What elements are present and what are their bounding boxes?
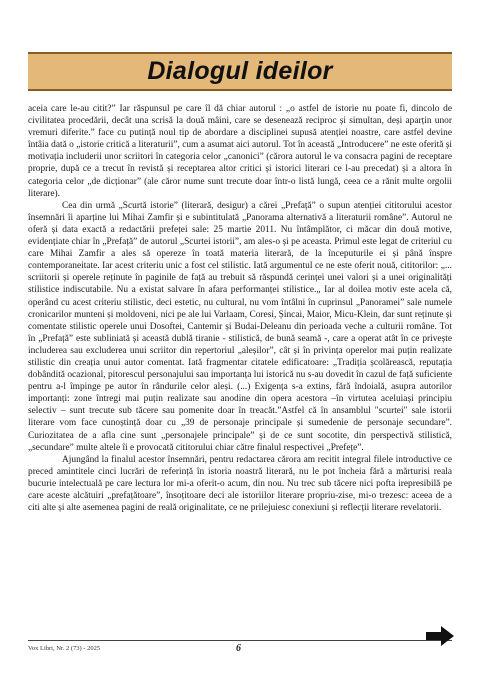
paragraph: Cea din urmă „Scurtă istorie” (literară, desigur) a cărei „Prefață” o supun atenției cititorului acestor însemnări îi aparține lui Mihai Zamfir și e subintitulată „Panorama alternativă a literaturii române”. Autorul ne oferă și data exactă a redactării prefeței sale: 25 martie 2011. Nu întâmplător, ci măcar din două motive, evidențiate chiar în „Prefață” de autorul „Scurtei istorii”, am ales-o și pe aceasta. Primul este legat de criteriul cu care Mihai Zamfir a ales să opereze în toată materia literară, de la începuturile ei și până înspre contemporaneitate. Iar acest criteriu unic a fost cel stilistic. Iată argumentul ce ne este oferit nouă, cititorilor: „... scriitorii și operele reținute în paginile de față au trebuit să răspundă cerinței unei valori și a unei originalități stilistice indiscutabile. Nu a existat salvare în afara performanței stilistice.„ Iar al doilea motiv este acela că, operând cu acest criteriu stilistic, deci estetic, nu cultural, nu vom întâlni în cuprinsul „Panoramei” sale numele cronicarilor munteni și moldoveni, nici pe ale lui Varlaam, Coresi, Șincai, Maior, Micu-Klein, dar sunt reținute și comentate stilistic operele unui Dosoftei, Cantemir și Budai-Deleanu din perioada veche a culturii române. Tot în „Prefață” este subliniată și această dublă tiranie - stilistică, de bună seamă -, care a operat atât în ce privește includerea sau excluderea unui scriitor din repertoriul „aleșilor”, cât și în privința operelor mai puțin realizate stilistic din creația unui autor comentat. Iată fragmentar citatele edificatoare: „Tradiția școlărească, reputația dobândită ocazional, pitorescul personajului sau importanța lui istorică nu s-au dovedit în cazul de față suficiente pentru a-l împinge pe autor în rândurile celor aleși. (...) Exigența s-a extins, fără îndoială, asupra autorilor importanți: zone întregi mai puțin realizate sau anodine din opera acestora –în virtutea aceluiași principiu selectiv – sunt trecute sub tăcere sau pomenite doar în treacăt.”Astfel că în ansamblul "scurtei" sale istorii literare vom face cunoștință doar cu „39 de personaje principale și sumedenie de personaje secundare”. Curiozitatea de a afla cine sunt „personajele principale” și de ce sunt socotite, din perspectivă stilistică, „secundare” multe altele îi e provocată cititorului chiar către finalul respectivei „Prefețe”. <box>28 200 452 453</box>
paragraph: aceia care le-au citit?” Iar răspunsul pe care îl dă chiar autorul : „o astfel de istorie nu poate fi, dincolo de civilitatea procedării, decât una scrisă la două mâini, care se desenează reciproc și simultan, deși aparțin unor vremuri diferite.” face cu putință noul tip de abordare a disciplinei supusă atenției noastre, care astfel devine întâia dată o „istorie critică a literaturii”, cum a asumat aici autorul. Tot în această „Introducere” ne este oferită și motivația includerii unor scriitori în categoria celor „canonici” (cărora autorul le va consacra pagini de receptare proprie, după ce a trecut în revistă și receptarea altor critici și istorici literari ce l-au precedat) și a altora în categoria celor „de dicționar” (ale căror nume sunt trecute doar într-o listă lungă, ceea ce a rănit multe orgolii literare). <box>28 104 452 199</box>
journal-issue: Vox Libri, Nr. 2 (73) - 2025 <box>28 645 101 652</box>
section-title: Dialogul ideilor <box>147 57 333 85</box>
arrow-right-icon-graphic <box>426 626 454 646</box>
page-number: 6 <box>236 643 241 654</box>
page-footer <box>28 640 452 657</box>
article-body <box>28 103 452 514</box>
arrow-right-icon[interactable] <box>426 626 454 646</box>
section-banner <box>28 52 452 91</box>
paragraph: Ajungând la finalul acestor însemnări, pentru redactarea cărora am recitit integral filele introductive ce preced amintitele cinci lucrări de referință în istoria noastră literară, nu le pot încheia fără a mărturisi reala bucurie intelectuală pe care lectura lor mi-a oferit-o acum, din nou. Nu trec sub tăcere nici pofta irepresibilă pe care aceste alcătuiri „prefațătoare”, însoțitoare deci ale istoriilor literare propriu-zise, mi-o trezesc: aceea de a citi alte și alte asemenea pagini de reală originalitate, ce ne prilejuiesc conexiuni și reflecții literare revelatorii. <box>28 454 452 514</box>
